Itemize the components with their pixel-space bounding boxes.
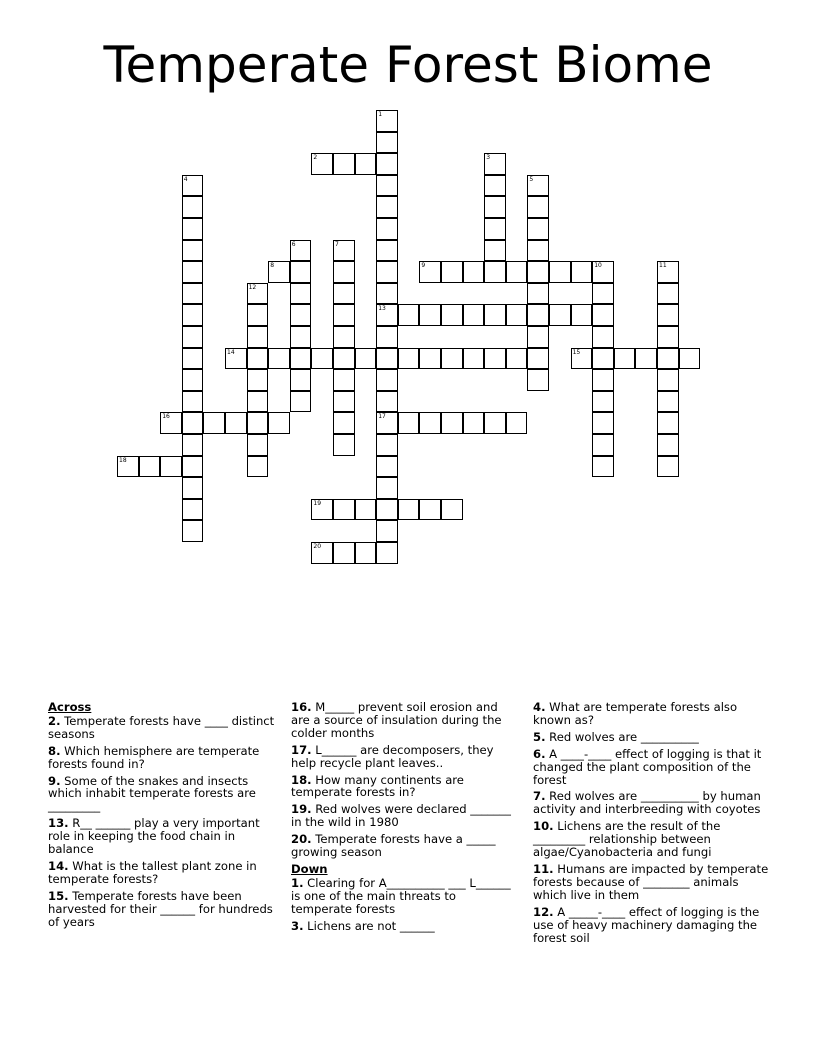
grid-cell[interactable] [333,304,355,326]
grid-cell[interactable] [484,175,506,197]
grid-cell[interactable] [333,391,355,413]
across-clue: 16. M_____ prevent soil erosion and are a source of insulation during the colder months [291,700,502,740]
grid-cell[interactable] [268,348,290,370]
grid-cell[interactable] [290,283,312,305]
grid-cell[interactable] [311,542,333,564]
clue-number: 3 [486,154,491,162]
grid-cell[interactable] [247,434,269,456]
across-clue: 20. Temperate forests have a _____ growing season [291,832,496,860]
grid-cell[interactable] [527,326,549,348]
grid-cell[interactable] [376,477,398,499]
grid-cell[interactable] [182,391,204,413]
grid-cell[interactable] [290,240,312,262]
grid-cell[interactable] [527,283,549,305]
grid-cell[interactable] [290,369,312,391]
down-clue: 3. Lichens are not ______ [291,918,435,933]
grid-cell[interactable] [376,261,398,283]
grid-cell[interactable] [247,369,269,391]
grid-cell[interactable] [549,261,571,283]
grid-cell[interactable] [247,283,269,305]
across-clue: 15. Temperate forests have been harvested for their ______ for hundreds of years [48,888,273,929]
grid-cell[interactable] [160,412,182,434]
grid-cell[interactable] [657,412,679,434]
grid-cell[interactable] [182,218,204,240]
clue-number: 4 [183,175,188,183]
clue-number: 9 [421,262,426,270]
across-clue: 9. Some of the snakes and insects which inhabit temperate forests are _________ [48,773,256,814]
grid-cell[interactable] [527,304,549,326]
grid-cell[interactable] [614,348,636,370]
grid-cell[interactable] [527,196,549,218]
grid-cell[interactable] [311,499,333,521]
grid-cell[interactable] [527,218,549,240]
grid-cell[interactable] [182,348,204,370]
grid-cell[interactable] [419,304,441,326]
grid-cell[interactable] [592,283,614,305]
grid-cell[interactable] [376,412,398,434]
clue-number: 19 [313,499,322,507]
clue-number: 15 [572,348,581,356]
grid-cell[interactable] [333,348,355,370]
grid-cell[interactable] [527,175,549,197]
grid-cell[interactable] [333,326,355,348]
grid-cell[interactable] [355,348,377,370]
grid-cell[interactable] [333,369,355,391]
grid-cell[interactable] [484,412,506,434]
down-clue: 11. Humans are impacted by temperate forests because of ________ animals which live in them [533,861,769,902]
grid-cell[interactable] [592,304,614,326]
grid-cell[interactable] [463,412,485,434]
grid-cell[interactable] [679,348,701,370]
grid-cell[interactable] [333,412,355,434]
clue-number: 20 [313,543,322,550]
clue-number: 8 [270,262,275,270]
grid-cell[interactable] [571,348,593,370]
clue-column-2 [291,701,519,937]
grid-cell[interactable] [441,304,463,326]
grid-cell[interactable] [225,348,247,370]
grid-cell[interactable] [635,348,657,370]
grid-cell[interactable] [139,456,161,478]
grid-cell[interactable] [571,304,593,326]
grid-cell[interactable] [376,542,398,564]
grid-cell[interactable] [419,412,441,434]
grid-cell[interactable] [376,326,398,348]
across-clue: 19. Red wolves were declared _______ in the wild in 1980 [291,802,511,830]
grid-cell[interactable] [355,542,377,564]
grid-cell[interactable] [484,240,506,262]
down-clue: 5. Red wolves are __________ [533,729,699,744]
grid-cell[interactable] [182,369,204,391]
down-clue: 6. A ____-____ effect of logging is that it changed the plant composition of the forest [533,746,762,787]
grid-cell[interactable] [398,348,420,370]
down-clue: 1. Clearing for A__________ ___ L______ is one of the main threats to temperate forests [291,875,511,916]
across-clue: 13. R__ ______ play a very important role in keeping the food chain in balance [48,816,260,857]
grid-cell[interactable] [571,261,593,283]
grid-cell[interactable] [376,348,398,370]
grid-cell[interactable] [182,456,204,478]
clue-number: 13 [378,305,386,313]
grid-cell[interactable] [484,153,506,175]
grid-cell[interactable] [549,304,571,326]
grid-cell[interactable] [657,391,679,413]
grid-cell[interactable] [506,348,528,370]
grid-cell[interactable] [592,348,614,370]
grid-cell[interactable] [376,456,398,478]
grid-cell[interactable] [290,391,312,413]
clue-number: 17 [378,413,386,421]
grid-cell[interactable] [355,153,377,175]
grid-cell[interactable] [376,304,398,326]
clue-column-3 [533,701,771,948]
grid-cell[interactable] [182,240,204,262]
grid-cell[interactable] [592,434,614,456]
grid-cell[interactable] [592,391,614,413]
grid-cell[interactable] [203,412,225,434]
grid-cell[interactable] [419,261,441,283]
clue-number: 2 [313,154,318,162]
clue-number: 10 [594,262,602,270]
grid-cell[interactable] [376,153,398,175]
grid-cell[interactable] [376,175,398,197]
grid-cell[interactable] [247,326,269,348]
grid-cell[interactable] [376,196,398,218]
grid-cell[interactable] [376,240,398,262]
grid-cell[interactable] [527,348,549,370]
grid-cell[interactable] [441,499,463,521]
grid-cell[interactable] [311,153,333,175]
grid-cell[interactable] [160,456,182,478]
grid-cell[interactable] [182,326,204,348]
grid-cell[interactable] [657,261,679,283]
grid-cell[interactable] [182,175,204,197]
down-clue: 7. Red wolves are __________ by human activity and interbreeding with coyotes [533,789,761,817]
grid-cell[interactable] [592,456,614,478]
grid-cell[interactable] [117,456,139,478]
grid-cell[interactable] [247,412,269,434]
grid-cell[interactable] [290,348,312,370]
grid-cell[interactable] [398,304,420,326]
grid-cell[interactable] [333,499,355,521]
grid-cell[interactable] [290,261,312,283]
clue-number: 12 [248,283,257,291]
grid-cell[interactable] [376,391,398,413]
grid-cell[interactable] [247,348,269,370]
clue-number: 7 [335,240,339,248]
grid-cell[interactable] [506,304,528,326]
grid-cell[interactable] [376,283,398,305]
grid-cell[interactable] [657,434,679,456]
grid-cell[interactable] [333,434,355,456]
grid-cell[interactable] [463,304,485,326]
grid-cell[interactable] [592,261,614,283]
grid-cell[interactable] [592,326,614,348]
grid-cell[interactable] [657,348,679,370]
grid-cell[interactable] [463,348,485,370]
grid-cell[interactable] [484,261,506,283]
grid-cell[interactable] [506,261,528,283]
clue-number: 6 [291,240,296,248]
grid-cell[interactable] [182,434,204,456]
grid-cell[interactable] [441,261,463,283]
grid-cell[interactable] [398,412,420,434]
grid-cell[interactable] [376,369,398,391]
grid-cell[interactable] [290,304,312,326]
grid-cell[interactable] [182,520,204,542]
page-title: Temperate Forest Biome [103,36,713,94]
grid-cell[interactable] [182,477,204,499]
across-clue: 14. What is the tallest plant zone in temperate forests? [48,858,257,886]
grid-cell[interactable] [484,348,506,370]
grid-cell[interactable] [463,261,485,283]
grid-cell[interactable] [527,369,549,391]
clue-column-1 [48,701,284,933]
grid-cell[interactable] [376,132,398,154]
across-header: Across [48,700,92,714]
grid-cell[interactable] [376,434,398,456]
grid-cell[interactable] [398,499,420,521]
grid-cell[interactable] [376,218,398,240]
grid-cell[interactable] [268,412,290,434]
grid-cell[interactable] [376,499,398,521]
grid-cell[interactable] [657,369,679,391]
grid-cell[interactable] [484,218,506,240]
clue-number: 18 [119,456,127,464]
clue-number: 16 [162,413,170,421]
across-clue: 18. How many continents are temperate forests in? [291,772,464,800]
across-clue: 8. Which hemisphere are temperate forests found in? [48,743,260,771]
grid-cell[interactable] [268,261,290,283]
clue-number: 11 [659,262,667,270]
grid-cell[interactable] [419,348,441,370]
grid-cell[interactable] [247,391,269,413]
grid-cell[interactable] [225,412,247,434]
grid-cell[interactable] [333,153,355,175]
grid-cell[interactable] [311,348,333,370]
grid-cell[interactable] [355,499,377,521]
grid-cell[interactable] [419,499,441,521]
clue-number: 1 [378,111,383,118]
grid-cell[interactable] [333,542,355,564]
down-header: Down [291,861,328,876]
grid-cell[interactable] [657,326,679,348]
grid-cell[interactable] [333,240,355,262]
down-clue: 4. What are temperate forests also known as? [533,700,738,727]
grid-cell[interactable] [657,283,679,305]
clue-number: 14 [227,348,235,356]
grid-cell[interactable] [527,240,549,262]
grid-cell[interactable] [441,348,463,370]
grid-cell[interactable] [333,261,355,283]
grid-cell[interactable] [182,283,204,305]
grid-cell[interactable] [484,196,506,218]
grid-cell[interactable] [376,110,398,132]
grid-cell[interactable] [527,261,549,283]
down-clue: 12. A _____-____ effect of logging is the use of heavy machinery damaging the forest soil [533,904,760,945]
grid-cell[interactable] [333,283,355,305]
grid-cell[interactable] [484,304,506,326]
grid-cell[interactable] [247,304,269,326]
grid-cell[interactable] [592,412,614,434]
grid-cell[interactable] [182,499,204,521]
grid-cell[interactable] [182,304,204,326]
grid-cell[interactable] [657,456,679,478]
across-clue: 2. Temperate forests have ____ distinct seasons [48,713,275,741]
grid-cell[interactable] [290,326,312,348]
down-clue: 10. Lichens are the result of the _________ relationship between algae/Cyanobacteria and fungi [533,819,721,860]
grid-cell[interactable] [441,412,463,434]
grid-cell[interactable] [182,196,204,218]
grid-cell[interactable] [182,412,204,434]
grid-cell[interactable] [592,369,614,391]
grid-cell[interactable] [182,261,204,283]
across-clue: 17. L______ are decomposers, they help recycle plant leaves.. [291,742,494,770]
grid-cell[interactable] [506,412,528,434]
grid-cell[interactable] [657,304,679,326]
clue-number: 5 [529,175,534,183]
grid-cell[interactable] [247,456,269,478]
grid-cell[interactable] [376,520,398,542]
